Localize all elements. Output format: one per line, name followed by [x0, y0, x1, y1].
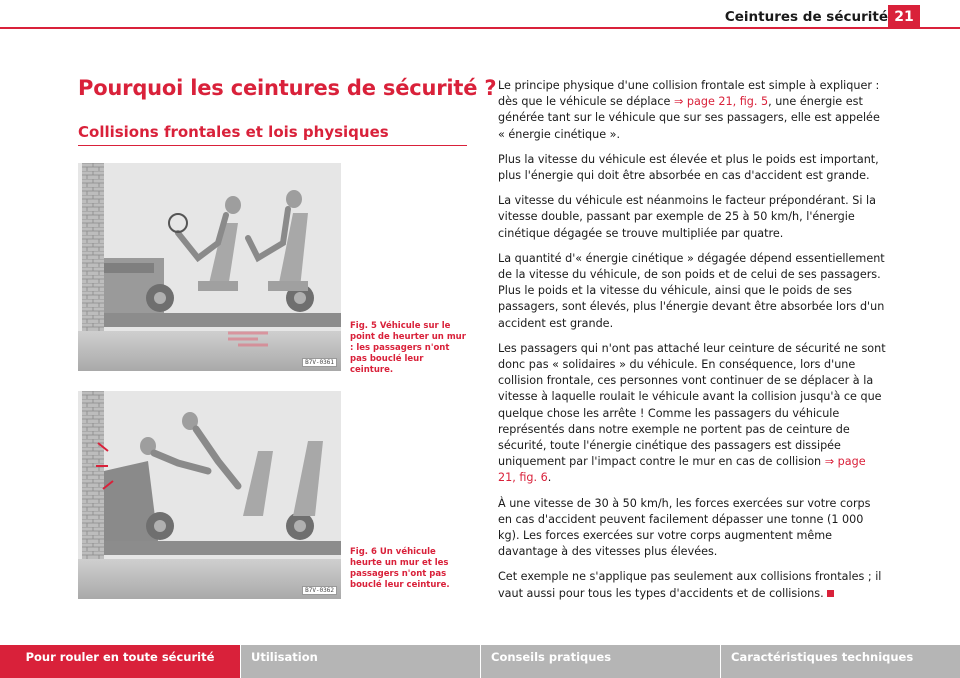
- paragraph: La quantité d'« énergie cinétique » dégagée dépend essentiellement de la vitesse du véhicule, de son poids et de celui de ses passagers. Plus le poids et la vitesse du véhicule, ainsi que le poids de ses passagers, sont élevés, plus l'énergie devant être absorbée lors d'un accident est grande.: [498, 251, 885, 330]
- tab-operation[interactable]: Utilisation: [241, 645, 480, 678]
- paragraph: [498, 569, 886, 601]
- figure-code: B7V-0362: [302, 586, 337, 595]
- tab-practical-tips[interactable]: Conseils pratiques: [481, 645, 720, 678]
- text-run: , une énergie est générée tant sur le véhicule que sur ses passagers, elle est appelée « énergie cinétique ».: [498, 95, 880, 141]
- text-run: Le principe physique d'une collision frontale est simple à expliquer : dès que le véhicule se déplace: [498, 79, 880, 109]
- paragraph: Plus la vitesse du véhicule est élevée et plus le poids est important, plus l'énergie qui doit être absorbée en cas d'accident est grande.: [498, 152, 879, 183]
- figure-code: B7V-0361: [302, 358, 337, 367]
- vehicle-before-impact-drawing: [78, 163, 341, 371]
- subheading-rule: [78, 145, 467, 146]
- figure-5-illustration: [78, 163, 341, 371]
- section-heading: Pourquoi les ceintures de sécurité ?: [78, 76, 497, 100]
- paragraph: À une vitesse de 30 à 50 km/h, les forces exercées sur votre corps en cas d'accident peuvent facilement dépasser une tonne (1 000 kg). Les forces exercées sur votre corps augmentent même davantage à des vitesses plus élevées.: [498, 496, 871, 559]
- footer-nav: [0, 645, 960, 678]
- running-header-title: Ceintures de sécurité: [724, 9, 888, 25]
- paragraph: [498, 341, 886, 487]
- tab-technical-data[interactable]: Caractéristiques techniques: [721, 645, 960, 678]
- figure-5-caption: Fig. 5 Véhicule sur le point de heurter un mur : les passagers n'ont pas bouclé leur ceinture.: [350, 321, 466, 375]
- figure-5-link[interactable]: ⇒ page 21, fig. 5: [673, 95, 769, 109]
- tab-safety[interactable]: Pour rouler en toute sécurité: [0, 645, 240, 678]
- text-run: Cet exemple ne s'applique pas seulement aux collisions frontales ; il vaut aussi pour tous les types d'accidents et de collisions.: [498, 570, 882, 600]
- page-number: 21: [888, 5, 920, 29]
- header-rule: [0, 27, 960, 29]
- figure-6-caption: Fig. 6 Un véhicule heurte un mur et les passagers n'ont pas bouclé leur ceinture.: [350, 547, 450, 590]
- text-run: Les passagers qui n'ont pas attaché leur ceinture de sécurité ne sont donc pas « solidaires » du véhicule. En conséquence, lors d'une collision frontale, ces personnes vont continuer de se déplacer à la vitesse à laquelle roulait le véhicule avant la collision jusqu'à ce que quelque chose les arrête ! Comme les passagers du véhicule représentés dans notre exemple ne portent pas de ceinture de sécurité, toute l'énergie cinétique des passagers est dissipée uniquement par l'impact contre le mur en cas de collision: [498, 341, 886, 469]
- subsection-heading: Collisions frontales et lois physiques: [78, 123, 389, 141]
- text-run: .: [547, 471, 552, 485]
- figure-6-illustration: [78, 391, 341, 599]
- figure-6-link[interactable]: ⇒ page 21, fig. 6: [498, 455, 866, 485]
- paragraph: La vitesse du véhicule est néanmoins le facteur prépondérant. Si la vitesse double, passant par exemple de 25 à 50 km/h, l'énergie cinétique dégagée se trouve multipliée par quatre.: [498, 194, 877, 240]
- vehicle-impact-drawing: [78, 391, 341, 599]
- end-of-section-icon: [827, 590, 834, 597]
- paragraph: [498, 78, 886, 143]
- body-text: [498, 78, 886, 611]
